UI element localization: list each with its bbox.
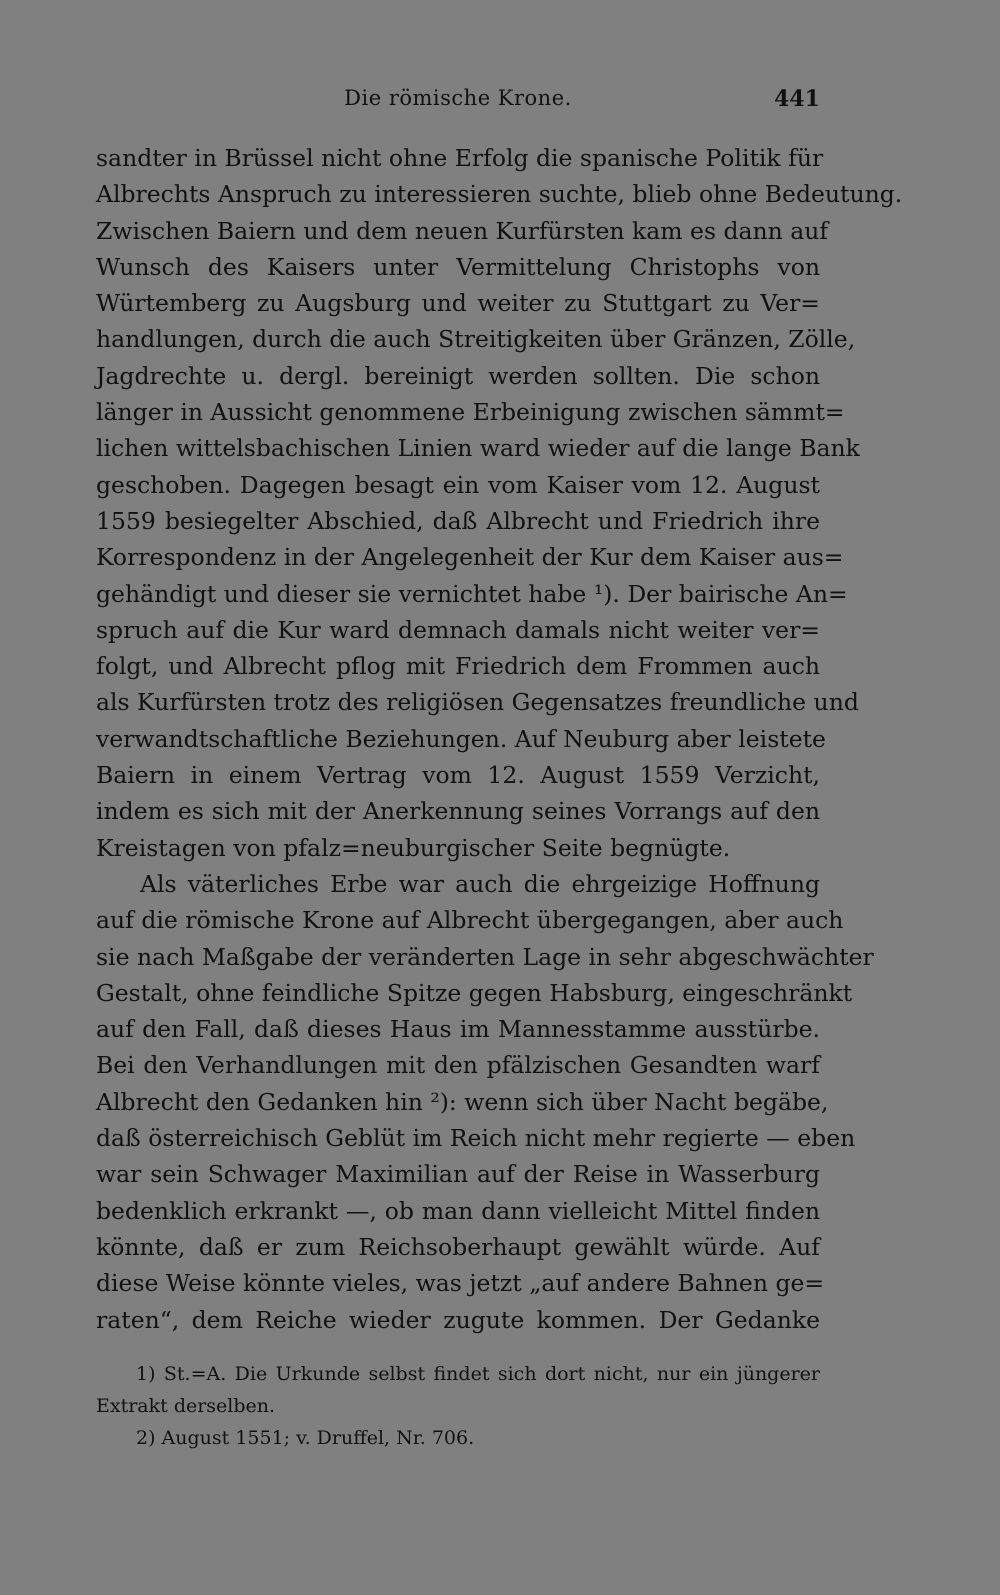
text-line: Wunsch des Kaisers unter Vermittelung Christophs von <box>96 252 820 281</box>
text-line: 1559 besiegelter Abschied, daß Albrecht und Friedrich ihre <box>96 506 820 535</box>
text-line: als Kurfürsten trotz des religiösen Gegensatzes freundliche und <box>96 688 859 717</box>
text-line: lichen wittelsbachischen Linien ward wieder auf die lange Bank <box>96 434 860 463</box>
text-line: daß österreichisch Geblüt im Reich nicht mehr regierte — eben <box>96 1124 856 1153</box>
text-line: Gestalt, ohne feindliche Spitze gegen Habsburg, eingeschränkt <box>96 978 853 1007</box>
text-line: raten“, dem Reiche wieder zugute kommen. Der Gedanke <box>96 1305 820 1334</box>
page-header <box>96 86 820 118</box>
text-line: könnte, daß er zum Reichsoberhaupt gewählt würde. Auf <box>96 1232 820 1261</box>
text-line: Würtemberg zu Augsburg und weiter zu Stuttgart zu Ver= <box>96 289 820 318</box>
body-text <box>96 140 903 1338</box>
paragraph-end-line: Kreistagen von pfalz=neuburgischer Seite begnügte. <box>96 833 731 862</box>
text-line: handlungen, durch die auch Streitigkeiten über Gränzen, Zölle, <box>96 325 856 354</box>
footnote-1-continued: Extrakt derselben. <box>96 1395 276 1417</box>
text-line: auf den Fall, daß dieses Haus im Mannesstamme ausstürbe. <box>96 1015 820 1044</box>
text-line: folgt, und Albrecht pflog mit Friedrich dem Frommen auch <box>96 652 820 681</box>
text-line: Zwischen Baiern und dem neuen Kurfürsten kam es dann auf <box>96 216 829 245</box>
footnote-1: 1) St.=A. Die Urkunde selbst findet sich dort nicht, nur ein jüngerer <box>136 1363 820 1385</box>
text-line: war sein Schwager Maximilian auf der Reise in Wasserburg <box>96 1160 820 1189</box>
text-line: sandter in Brüssel nicht ohne Erfolg die spanische Politik für <box>96 144 824 172</box>
text-line: sie nach Maßgabe der veränderten Lage in sehr abgeschwächter <box>96 942 874 971</box>
text-line: spruch auf die Kur ward demnach damals nicht weiter ver= <box>96 615 820 644</box>
text-line: Bei den Verhandlungen mit den pfälzischen Gesandten warf <box>96 1051 820 1080</box>
running-title: Die römische Krone. <box>344 86 572 110</box>
text-line: länger in Aussicht genommene Erbeinigung zwischen sämmt= <box>96 398 845 427</box>
text-line: Jagdrechte u. dergl. bereinigt werden sollten. Die schon <box>96 361 820 390</box>
page-number: 441 <box>774 86 820 112</box>
text-line: Korrespondenz in der Angelegenheit der Kur dem Kaiser aus= <box>96 543 844 572</box>
paragraph-start-line: Als väterliches Erbe war auch die ehrgeizige Hoffnung <box>140 869 820 898</box>
text-line: Albrechts Anspruch zu interessieren suchte, blieb ohne Bedeutung. <box>96 180 903 209</box>
text-line: verwandtschaftliche Beziehungen. Auf Neuburg aber leistete <box>96 724 826 753</box>
text-line: gehändigt und dieser sie vernichtet habe ¹). Der bairische An= <box>96 579 848 608</box>
text-line: diese Weise könnte vieles, was jetzt „auf andere Bahnen ge= <box>96 1269 825 1298</box>
footnotes <box>96 1358 820 1454</box>
text-line: bedenklich erkrankt —, ob man dann vielleicht Mittel finden <box>96 1196 820 1225</box>
text-line: auf die römische Krone auf Albrecht übergegangen, aber auch <box>96 906 844 935</box>
text-line: indem es sich mit der Anerkennung seines Vorrangs auf den <box>96 797 820 826</box>
text-line: Albrecht den Gedanken hin ²): wenn sich über Nacht begäbe, <box>96 1087 829 1116</box>
text-line: Baiern in einem Vertrag vom 12. August 1559 Verzicht, <box>96 761 820 790</box>
text-line: geschoben. Dagegen besagt ein vom Kaiser vom 12. August <box>96 470 820 499</box>
footnote-2: 2) August 1551; v. Druffel, Nr. 706. <box>136 1427 475 1449</box>
